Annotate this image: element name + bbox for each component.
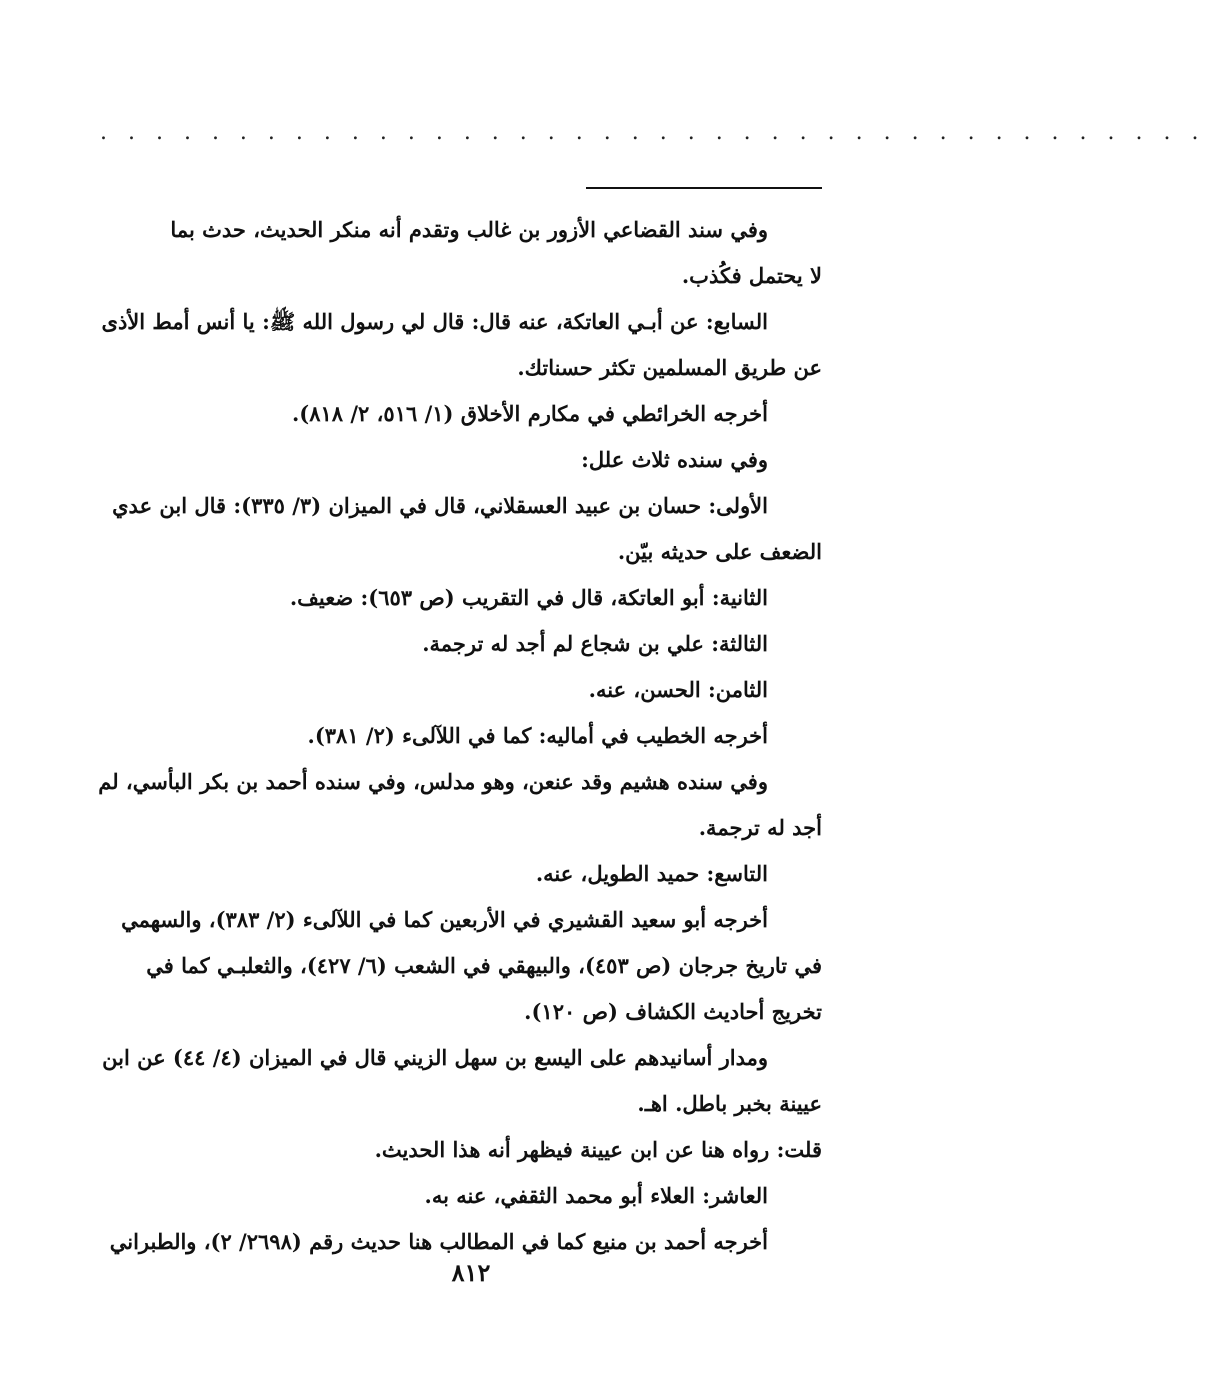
text-line (94, 1081, 822, 1127)
text-line (94, 575, 822, 621)
footnote-rule (586, 187, 822, 189)
text-line (94, 667, 822, 713)
line-text: ومدار أسانيدهم على اليسع بن سهل الزيني قال في الميزان (٤/ ٤٤) عن ابن (102, 1045, 768, 1070)
line-text: الحسن، عنه. (588, 677, 709, 702)
line-text: تخريج أحاديث الكشاف (ص ١٢٠). (524, 999, 822, 1024)
body-text (94, 207, 822, 1265)
line-text: لا يحتمل فكُذب. (681, 263, 822, 288)
section-label: التاسع: (706, 861, 768, 886)
line-text: أبو العاتكة، قال في التقريب (ص ٦٥٣): ضعيف. (289, 585, 712, 610)
text-line (94, 805, 822, 851)
text-line (94, 1127, 822, 1173)
text-line (94, 437, 822, 483)
text-line (94, 759, 822, 805)
line-text: عيينة بخبر باطل. اهـ. (637, 1091, 822, 1116)
line-text: حسان بن عبيد العسقلاني، قال في الميزان (٣/ ٣٣٥): قال ابن عدي (112, 493, 709, 518)
text-line (94, 621, 822, 667)
line-text: وفي سنده ثلاث علل: (581, 447, 768, 472)
section-label: الثامن: (708, 677, 768, 702)
text-line (94, 529, 822, 575)
line-text: أخرجه أحمد بن منيع كما في المطالب هنا حديث رقم (٢٦٩٨/ ٢)، والطبراني (109, 1229, 768, 1254)
text-line (94, 989, 822, 1035)
line-text: علي بن شجاع لم أجد له ترجمة. (422, 631, 712, 656)
dotted-separator: . . . . . . . . . . . . . . . . . . . . . . . . . . . . . . . . . . . . . . . . (100, 120, 1205, 145)
section-label: السابع: (705, 309, 768, 334)
line-text: الضعف على حديثه بيّن. (617, 539, 822, 564)
section-label: الأولى: (708, 493, 768, 518)
line-text: عن أبـي العاتكة، عنه قال: قال لي رسول الله ﷺ: يا أنس أمط الأذى (101, 309, 706, 334)
section-label: قلت: (776, 1137, 822, 1162)
line-text: أخرجه أبو سعيد القشيري في الأربعين كما في اللآلىء (٢/ ٣٨٣)، والسهمي (121, 907, 768, 932)
line-text: وفي سند القضاعي الأزور بن غالب وتقدم أنه منكر الحديث، حدث بما (170, 217, 768, 242)
section-label: الثانية: (711, 585, 768, 610)
text-line (94, 253, 822, 299)
page-number: ٨١٢ (451, 1258, 491, 1287)
line-text: أخرجه الخرائطي في مكارم الأخلاق (١/ ٥١٦، ٢/ ٨١٨). (291, 401, 768, 426)
line-text: أجد له ترجمة. (698, 815, 822, 840)
text-line (94, 943, 822, 989)
text-line (94, 345, 822, 391)
section-label: الثالثة: (711, 631, 768, 656)
line-text: رواه هنا عن ابن عيينة فيظهر أنه هذا الحديث. (374, 1137, 777, 1162)
text-line (94, 299, 822, 345)
line-text: وفي سنده هشيم وقد عنعن، وهو مدلس، وفي سنده أحمد بن بكر البأسي، لم (98, 769, 768, 794)
text-line (94, 207, 822, 253)
text-line (94, 851, 822, 897)
text-line (94, 1035, 822, 1081)
section-label: العاشر: (702, 1183, 768, 1208)
text-line (94, 1173, 822, 1219)
text-line (94, 483, 822, 529)
line-text: العلاء أبو محمد الثقفي، عنه به. (424, 1183, 703, 1208)
line-text: في تاريخ جرجان (ص ٤٥٣)، والبيهقي في الشعب (٦/ ٤٢٧)، والثعلبـي كما في (146, 953, 822, 978)
line-text: أخرجه الخطيب في أماليه: كما في اللآلىء (٢/ ٣٨١). (307, 723, 768, 748)
line-text: عن طريق المسلمين تكثر حسناتك. (517, 355, 822, 380)
text-line (94, 391, 822, 437)
line-text: حميد الطويل، عنه. (535, 861, 707, 886)
text-line (94, 713, 822, 759)
text-line (94, 897, 822, 943)
